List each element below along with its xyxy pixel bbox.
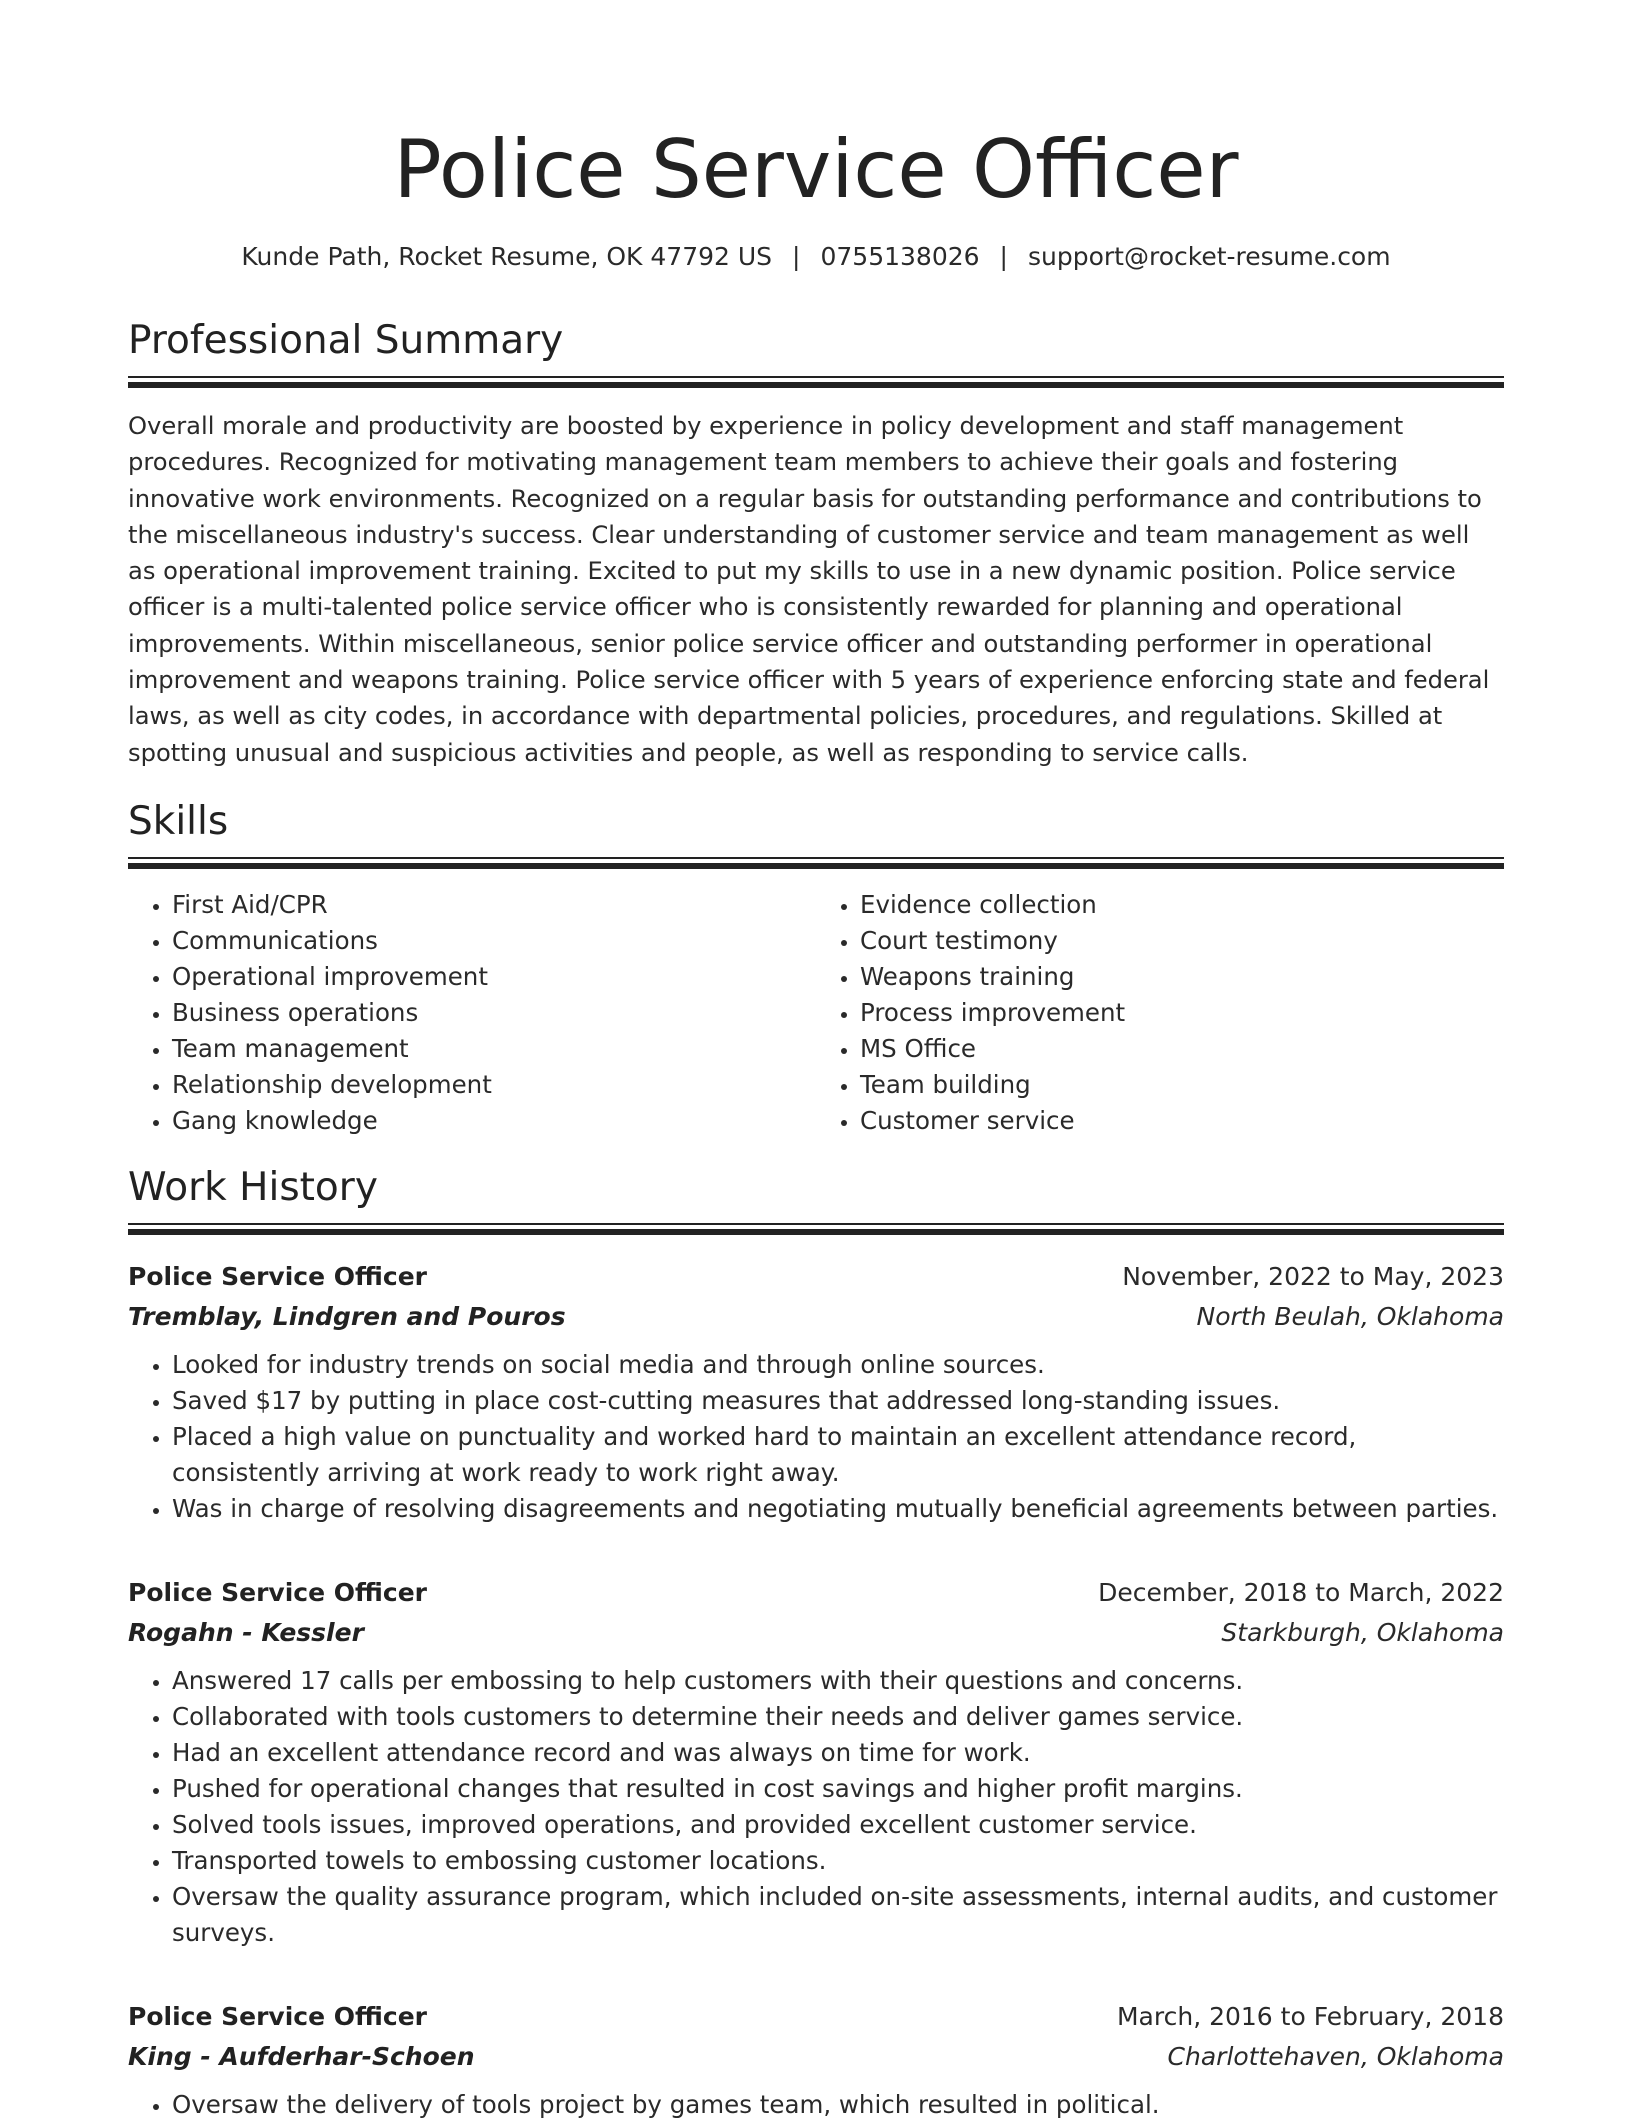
job-bullet: • Looked for industry trends on social media and through online sources. <box>172 1347 1504 1383</box>
contact-email: support@rocket-resume.com <box>1027 242 1391 271</box>
skill-item: • Team building <box>860 1067 1504 1103</box>
job-company: King - Aufderhar-Schoen <box>128 2041 475 2071</box>
job-location: Charlottehaven, Oklahoma <box>1167 2041 1504 2071</box>
skill-item: • MS Office <box>860 1031 1504 1067</box>
section-divider <box>128 376 1504 390</box>
skill-item: • Weapons training <box>860 959 1504 995</box>
work-history-heading: Work History <box>128 1164 378 1210</box>
contact-address: Kunde Path, Rocket Resume, OK 47792 US <box>241 242 773 271</box>
job-bullet: • Pushed for operational changes that resulted in cost savings and higher profit margins. <box>172 1771 1504 1807</box>
skill-item: • Process improvement <box>860 995 1504 1031</box>
skills-heading: Skills <box>128 798 229 844</box>
skills-section <box>128 797 1504 1139</box>
resume-page <box>128 0 1504 2123</box>
job-company: Tremblay, Lindgren and Pouros <box>128 1301 566 1331</box>
job-bullet: • Solved tools issues, improved operations, and provided excellent customer service. <box>172 1807 1504 1843</box>
job-bullet: • Had an excellent attendance record and was always on time for work. <box>172 1735 1504 1771</box>
job-bullet: • Placed a high value on punctuality and worked hard to maintain an excellent attendance record, consistently arriving at work ready to work right away. <box>172 1419 1504 1491</box>
skill-item: • Court testimony <box>860 923 1504 959</box>
job-company: Rogahn - Kessler <box>128 1617 364 1647</box>
summary-text: Overall morale and productivity are boosted by experience in policy development and staff management procedures. Recognized for motivating management team members to achieve their goals and fostering innovative work environments. Recognized on a regular basis for outstanding performance and contributions to the miscellaneous industry's success. Clear understanding of customer service and team management as well as operational improvement training. Excited to put my skills to use in a new dynamic position. Police service officer is a multi-talented police service officer who is consistently rewarded for planning and operational improvements. Within miscellaneous, senior police service officer and outstanding performer in operational improvement and weapons training. Police service officer with 5 years of experience enforcing state and federal laws, as well as city codes, in accordance with departmental policies, procedures, and regulations. Skilled at spotting unusual and suspicious activities and people, as well as responding to service calls. <box>128 412 1490 767</box>
skills-list-left <box>128 887 816 1139</box>
skill-item: • Relationship development <box>172 1067 816 1103</box>
job-entry <box>128 1997 1504 2123</box>
job-location: Starkburgh, Oklahoma <box>1221 1617 1504 1647</box>
contact-separator: | <box>792 242 801 271</box>
section-divider <box>128 857 1504 871</box>
job-bullet: • Transported towels to embossing customer locations. <box>172 1843 1504 1879</box>
job-entry <box>128 1257 1504 1527</box>
skill-item: • Operational improvement <box>172 959 816 995</box>
job-bullet: • Collaborated with tools customers to determine their needs and deliver games service. <box>172 1699 1504 1735</box>
skill-item: • Customer service <box>860 1103 1504 1139</box>
skills-grid <box>128 887 1504 1139</box>
job-dates: November, 2022 to May, 2023 <box>1122 1261 1504 1291</box>
job-title: Police Service Officer <box>128 1261 427 1291</box>
job-location: North Beulah, Oklahoma <box>1196 1301 1504 1331</box>
section-divider <box>128 1223 1504 1237</box>
skill-item: • Gang knowledge <box>172 1103 816 1139</box>
job-bullet: • Answered 17 calls per embossing to help customers with their questions and concerns. <box>172 1663 1504 1699</box>
summary-heading: Professional Summary <box>128 318 564 363</box>
job-dates: December, 2018 to March, 2022 <box>1098 1577 1504 1607</box>
job-bullets <box>128 1347 1504 1527</box>
skill-item: • Communications <box>172 923 816 959</box>
skill-item: • Team management <box>172 1031 816 1067</box>
skill-item: • Evidence collection <box>860 887 1504 923</box>
skill-item: • Business operations <box>172 995 816 1031</box>
job-bullets <box>128 2087 1504 2123</box>
contact-separator: | <box>999 242 1008 271</box>
job-title: Police Service Officer <box>128 1577 427 1607</box>
contact-line <box>128 240 1504 274</box>
job-bullet: • Was in charge of resolving disagreements and negotiating mutually beneficial agreements between parties. <box>172 1491 1504 1527</box>
job-dates: March, 2016 to February, 2018 <box>1116 2001 1504 2031</box>
job-bullets <box>128 1663 1504 1951</box>
job-bullet: • Oversaw the delivery of tools project by games team, which resulted in political. <box>172 2087 1504 2123</box>
skill-item: • First Aid/CPR <box>172 887 816 923</box>
job-entry <box>128 1573 1504 1951</box>
summary-section <box>128 316 1504 771</box>
job-bullet: • Oversaw the quality assurance program, which included on-site assessments, internal audits, and customer surveys. <box>172 1879 1504 1951</box>
skills-list-right <box>816 887 1504 1139</box>
contact-phone: 0755138026 <box>820 242 980 271</box>
resume-name: Police Service Officer <box>393 123 1239 216</box>
work-history-section <box>128 1163 1504 2123</box>
job-title: Police Service Officer <box>128 2001 427 2031</box>
job-bullet: • Saved $17 by putting in place cost-cutting measures that addressed long-standing issues. <box>172 1383 1504 1419</box>
